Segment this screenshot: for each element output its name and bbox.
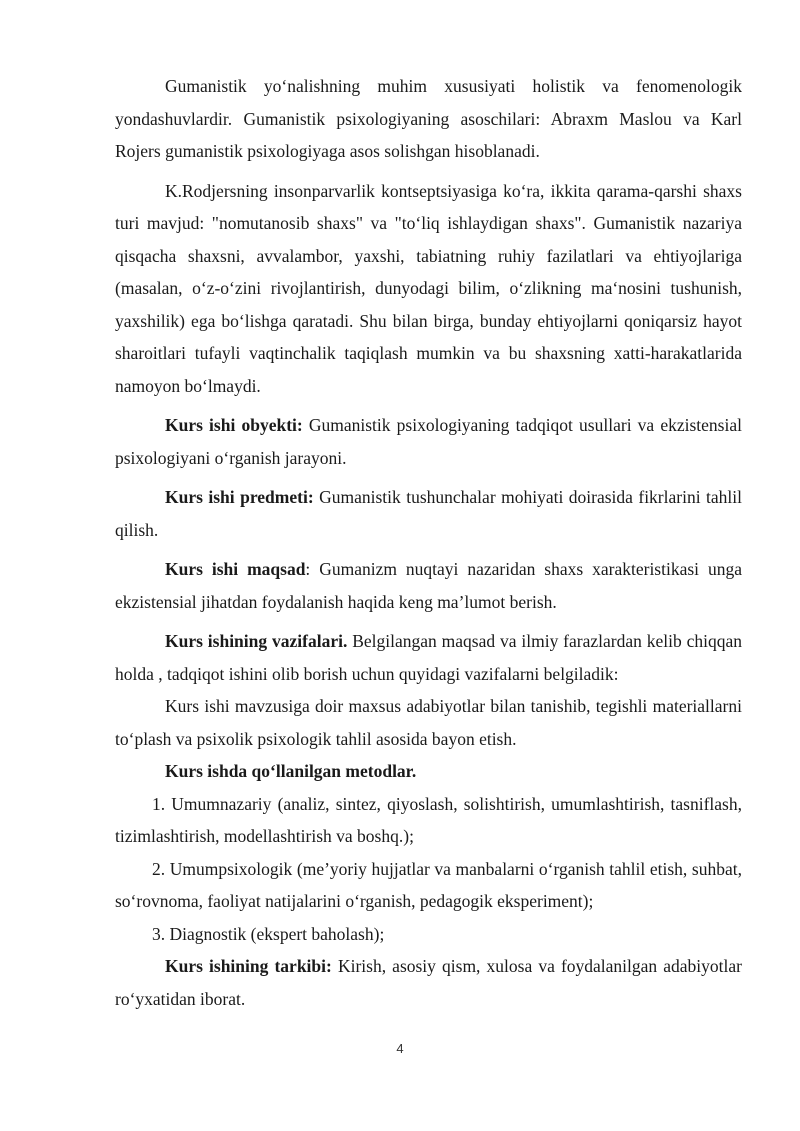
maqsad-text: : Gumanizm nuqtayi nazaridan shaxs xarakteristikasi unga ekzistensial jihatdan foydalanish haqida keng ma’lumot berish. (115, 559, 742, 612)
method-item-3: 3. Diagnostik (ekspert baholash); (152, 923, 385, 944)
vazifalar-text: Belgilangan maqsad va ilmiy farazlardan kelib chiqqan holda , tadqiqot ishini olib borish uchun quyidagi vazifalarni belgiladik: (115, 631, 742, 684)
tarkib-label: Kurs ishining tarkibi: (165, 956, 332, 976)
method-item-1: 1. Umumnazariy (analiz, sintez, qiyoslash, solishtirish, umumlashtirish, tasniflash, tizimlashtirish, modellashtirish va boshq.); (115, 793, 742, 846)
paragraph-intro: Gumanistik yo‘nalishning muhim xususiyati holistik va fenomenologik yondashuvlardir. Gumanistik psixologiyaning asoschilari: Abraxm Maslou va Karl Rojers gumanistik psixologiyaga asos solishgan hisoblanadi. (115, 76, 742, 161)
maqsad-label: Kurs ishi maqsad (165, 559, 306, 579)
paragraph-rogers: K.Rodjersning insonparvarlik kontseptsiyasiga ko‘ra, ikkita qarama-qarshi shaxs turi mavjud: "nomutanosib shaxs" va "to‘liq ishlaydigan shaxs". Gumanistik nazariya qisqacha shaxsni, avvalambor, yaxshi, tabiatning ruhiy fazilatlari va ehtiyojlariga (masalan, o‘z-o‘zini rivojlantirish, dunyodagi bilim, o‘zlikning ma‘nosini tushunish, yaxshilik) ega bo‘lishga qaratadi. Shu bilan birga, bunday ehtiyojlarni qoniqarsiz hayot sharoitlari tufayli vaqtinchalik taqiqlash mumkin va bu shaxsning xatti-harakatlarida namoyon bo‘lmaydi. (115, 180, 742, 396)
paragraph-obyekt (115, 409, 742, 474)
obyekt-text: Gumanistik psixologiyaning tadqiqot usullari va ekzistensial psixologiyani o‘rganish jarayoni. (115, 415, 742, 468)
obyekt-label: Kurs ishi obyekti: (165, 415, 303, 435)
paragraph-tarkib (115, 950, 742, 1015)
method-item-2: 2. Umumpsixologik (me’yoriy hujjatlar va manbalarni o‘rganish tahlil etish, suhbat, so‘rovnoma, faoliyat natijalarini o‘rganish, pedagogik eksperiment); (115, 858, 742, 911)
metodlar-label: Kurs ishda qo‘llanilgan metodlar. (165, 761, 417, 781)
tarkib-text: Kirish, asosiy qism, xulosa va foydalanilgan adabiyotlar ro‘yxatidan iborat. (115, 956, 742, 1009)
predmet-label: Kurs ishi predmeti: (165, 487, 314, 507)
paragraph-metodlar (115, 755, 742, 788)
predmet-text: Gumanistik tushunchalar mohiyati doirasida fikrlarini tahlil qilish. (115, 487, 742, 540)
page-number: 4 (396, 1041, 404, 1056)
paragraph-vazifa-item: Kurs ishi mavzusiga doir maxsus adabiyotlar bilan tanishib, tegishli materiallarni to‘plash va psixolik psixologik tahlil asosida bayon etish. (115, 696, 742, 749)
vazifalar-label: Kurs ishining vazifalari. (165, 631, 348, 651)
paragraph-vazifalar (115, 625, 742, 690)
paragraph-predmet (115, 481, 742, 546)
paragraph-maqsad (115, 553, 742, 618)
